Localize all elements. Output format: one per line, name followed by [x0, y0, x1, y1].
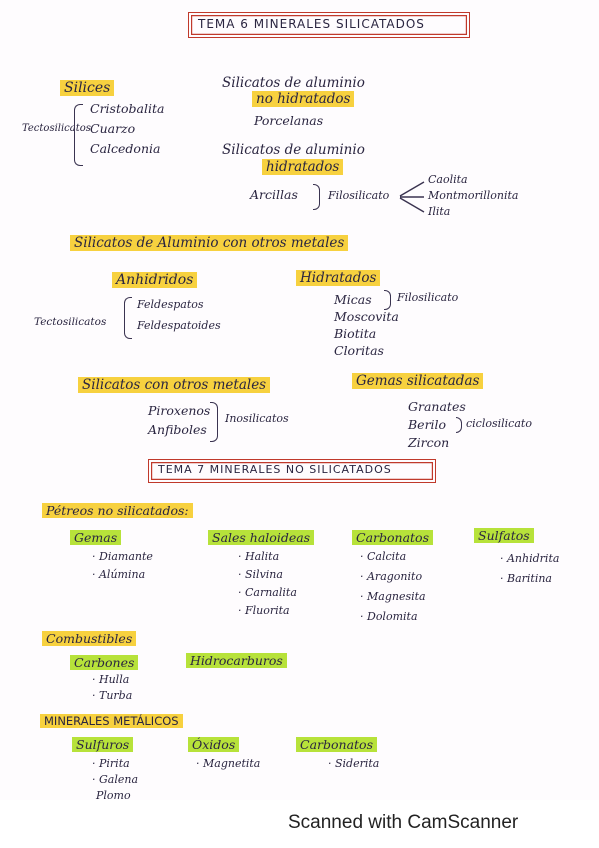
metalicos-carbonatos-heading: Carbonatos [296, 738, 377, 752]
carbonatos-item: · Aragonito [360, 570, 423, 583]
petreos-heading: Pétreos no silicatados: [42, 504, 193, 518]
anhidridos-item: Feldespatoides [137, 319, 221, 332]
sulfatos-item: · Anhidrita [500, 552, 560, 565]
carbones-item: · Hulla [92, 673, 130, 686]
gemas-item: · Diamante [92, 550, 153, 563]
gemas-silicatadas-item: Berilo [408, 417, 447, 432]
no-hidratados-heading-line2: no hidratados [252, 92, 354, 108]
gemas-silicatadas-item: Granates [408, 399, 466, 414]
silices-item: Cuarzo [90, 121, 136, 136]
metalicos-heading: MINERALES METÁLICOS [40, 715, 183, 728]
silices-item: Calcedonia [90, 141, 161, 156]
hidrocarburos-heading: Hidrocarburos [186, 654, 287, 668]
sulfatos-item: · Baritina [500, 572, 552, 585]
sales-item: · Silvina [238, 568, 283, 581]
hidratados-subitem: Caolita [428, 173, 468, 186]
silices-side-label: Tectosilicatos [22, 123, 91, 134]
sales-item: · Carnalita [238, 586, 297, 599]
otros-metales-heading: Silicatos de Aluminio con otros metales [70, 236, 348, 252]
anhidridos-brace [124, 297, 132, 339]
otros-hidratados-item: Micas [334, 292, 372, 307]
gemas-item: · Alúmina [92, 568, 146, 581]
sales-item: · Halita [238, 550, 280, 563]
otros-metales2-item: Piroxenos [148, 403, 211, 418]
carbonatos-item: · Dolomita [360, 610, 418, 623]
carbones-heading: Carbones [70, 656, 138, 670]
carbonatos-item: · Calcita [360, 550, 407, 563]
sales-heading: Sales haloideas [208, 531, 314, 545]
anhidridos-side-label: Tectosilicatos [34, 316, 107, 328]
hidratados-heading-line2: hidratados [262, 160, 343, 176]
hidratados-subitem: Montmorillonita [428, 189, 519, 202]
tema6-title: TEMA 6 MINERALES SILICATADOS [198, 17, 425, 31]
otros-metales2-type: Inosilicatos [225, 412, 289, 425]
hidratados-heading-line1: Silicatos de aluminio [222, 142, 365, 158]
sulfuros-item: · Galena [92, 773, 139, 786]
oxidos-item: · Magnetita [196, 757, 261, 770]
no-hidratados-heading-line1: Silicatos de aluminio [222, 75, 365, 91]
carbonatos-heading: Carbonatos [352, 531, 433, 545]
otros-metales2-brace [210, 402, 218, 442]
sulfuros-heading: Sulfuros [72, 738, 133, 752]
otros-hidratados-item: Biotita [334, 326, 377, 341]
sulfuros-item: · Pirita [92, 757, 130, 770]
no-hidratados-item: Porcelanas [254, 113, 324, 128]
anhidridos-item: Feldespatos [137, 298, 204, 311]
micas-brace [384, 290, 391, 310]
hidratados-item: Arcillas [250, 187, 298, 202]
carbonatos-item: · Magnesita [360, 590, 426, 603]
otros-hidratados-item: Cloritas [334, 343, 384, 358]
otros-metales2-heading: Silicatos con otros metales [78, 378, 270, 394]
otros-metales2-item: Anfiboles [148, 422, 207, 437]
sulfuros-item: Plomo [96, 789, 131, 800]
silices-heading: Silices [60, 80, 114, 96]
hidratados-type: Filosilicato [328, 189, 390, 202]
metalicos-carbonatos-item: · Siderita [328, 757, 380, 770]
camscanner-footer: Scanned with CamScanner [288, 812, 519, 833]
silices-item: Cristobalita [90, 101, 165, 116]
tema7-title: TEMA 7 MINERALES NO SILICATADOS [158, 463, 392, 476]
sales-item: · Fluorita [238, 604, 290, 617]
oxidos-heading: Óxidos [188, 738, 239, 752]
gemas-silicatadas-type: ciclosilicato [466, 417, 532, 430]
gemas-silicatadas-item: Zircon [408, 435, 450, 450]
otros-hidratados-type: Filosilicato [397, 291, 459, 304]
otros-hidratados-item: Moscovita [334, 309, 399, 324]
combustibles-heading: Combustibles [42, 632, 136, 646]
anhidridos-heading: Anhidridos [112, 272, 197, 288]
otros-hidratados-heading: Hidratados [296, 271, 380, 287]
carbones-item: · Turba [92, 689, 133, 702]
gemas-silicatadas-heading: Gemas silicatadas [352, 374, 483, 390]
sulfatos-heading: Sulfatos [474, 529, 534, 543]
hidratados-subitem: Ilita [428, 205, 451, 218]
gemas-heading: Gemas [70, 531, 121, 545]
